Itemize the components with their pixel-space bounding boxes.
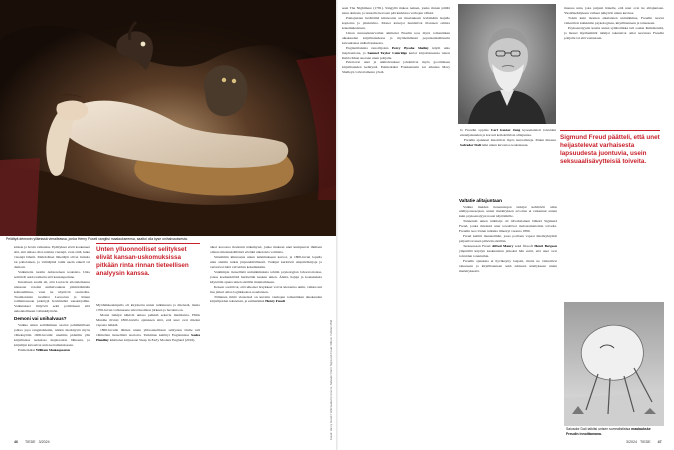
paragraph: Pelottavat unet ja unihalvaukset johdattivat myös goottilaisen kirjallisuuden kehitystä. Esimerkiksi Frankenstein sai alkunsa Mary Shelleyn valvottamasta yöstä. <box>342 60 450 75</box>
paragraph <box>210 295 322 305</box>
paragraph <box>460 138 556 148</box>
right-column-2-bottom <box>459 196 557 436</box>
pull-quote-right: Sigmund Freud päätteli, että unet heijastelevat varhaisesta lapsuudesta juontuvia, usein seksuaalisävytteisiä toiveita. <box>560 134 660 165</box>
person-name: Alfred Maury <box>491 244 514 249</box>
magazine-name: TIEDE <box>640 440 651 444</box>
right-column-1 <box>342 6 450 436</box>
paragraph: Myöhäiskeskiajalla oli kirjoitettu unien tulkinnasta ja mielestä, mutta 1700-luvun valistusaate siirsi huomion järkeen ja havaintoon. <box>96 303 200 312</box>
paragraph-text: Jo Freudin oppilas <box>460 128 489 132</box>
left-folio <box>14 440 50 444</box>
paragraph-text: Tällainen ilmiö viesteissä on kuvattu vanhojen romantiikan aikakauden kirjailijoiden teksteissä, ja esimerkiksi <box>210 294 322 304</box>
pull-quote-rule <box>96 243 200 244</box>
left-column-2-wrap <box>96 243 202 443</box>
dali-painting <box>564 302 664 426</box>
freud-portrait <box>458 4 556 124</box>
person-name: Salvador Dalí <box>460 142 481 147</box>
paragraph-text: 1860-luvulla lähtien unien yliluonnollisten selitysten tilalle tuli vähitellen tieteellisiä teorioita. Tutkimus kehittyi Englannissa <box>96 327 200 337</box>
paragraph-text: Teoksessaan Freud <box>463 244 491 249</box>
person-name: Carl Gustav Jung <box>490 128 521 132</box>
paragraph: Vanhimpia tieteellisiä unitutkimuksia tehtiin psykologian laboratorioissa, joissa koehenkilöitä herätettiin kesken unien. Ääniä, hajuja ja kosketuksia käytettiin apuna unien sisällön muuttamiseen. <box>210 269 322 284</box>
paragraph: Monet tutkijat näkivät unissa pelkkiä sekavia mielikuvia. Hilda Munthe tiivisti 1860-luvulla ajatuksen siitä, että unet ovat mielen vapaata leikkiä. <box>96 312 200 327</box>
pull-quote-left: Unten ylluonnolliset selitykset elivät kansan-uskomuksissa pitkään rinta rinnan tieteellisen analyysin kanssa. <box>96 246 189 277</box>
page-number: 46 <box>14 440 18 444</box>
dali-caption <box>566 427 664 436</box>
paragraph: Vaikutteita tuotiin Aristoteleen teoksista. Unia selittivät sekä raamattu että kansanperinne. <box>14 269 90 279</box>
paragraph: muassa unia, joka paljasti hänelle, että unet ovat tie alitajuntaan. Yksilökehityksen vaiheet näkyivät unien kuvissa. <box>564 6 664 15</box>
dali-caption-emphasis: maalaukske Freudin innoittamana. <box>566 427 651 436</box>
person-name: Sasha Handley <box>96 332 200 342</box>
paragraph-text: Freudin ajatukset innoittivat myös surrealisteja. Muun muassa <box>464 137 556 142</box>
section-heading-demoni: Demoni vai unihalvaus? <box>14 316 67 322</box>
paragraph <box>459 244 557 259</box>
right-column-3b <box>460 128 556 194</box>
person-name: Samuel Taylor Coleridge <box>367 50 407 55</box>
paragraph-text: kertoi kirjoittaneensa runon Kubla Khan suoraan unen pohjalta. <box>342 50 450 60</box>
painting-caption-text: Pelättyä demonin ylläesssä vieraileassa, jonka Henry Fuseli vangitsi maalaukseensa, saattoi olla kyse unihalvauksesta. <box>6 237 188 241</box>
paragraph-text: kyseenalaisti toiveiden ensisijaisuuden ja korosti kollektiivista alitajuntaa. <box>460 128 556 137</box>
paragraph-text: Esimerkiksi <box>18 347 35 352</box>
paragraph: Innoitteen suomi eli, että Lucrecia silottelemansa unissaan voisinä unihalvauksia ymmärtämään kohtaamiinsa, vaan ne näyttivät saarnoilta. Tuomioistuin tuomitsi Lucrecian ja hänen toiminnassaan pidettyjä hovimiehiä sanakirjoihin. Vaikutukset liittyivät sekä poliittiseen että uskonnolliseen vallankäyttöön. <box>14 279 90 314</box>
paragraph-text: tutki unien kuvastoa teoksissaan. <box>481 142 529 147</box>
section-heading-valtatie: Valtatie alitajuntaan <box>459 198 502 203</box>
paragraph-text: ympärillä käydyn keskustelun jatkoksi hän esitti, että unet ovat toiveiden toteutumia. <box>459 249 557 259</box>
paragraph: Tunnetuin unien tulkitsija oli itävaltalainen lääkäri Sigmund Freud, jonka mielestä unet toteuttivat tiedostamattomia toiveita. Freudin teos Unien tulkinta ilmestyi vuonna 1899. <box>459 219 557 234</box>
right-folio <box>626 440 662 444</box>
paragraph <box>460 128 556 138</box>
paragraph: Unten runsaudenarvailun ammensi Fuselin teos myös romantiikan aikakauden kirjallisuudessa ja myöhemmissä populaarikulttuurin kuvauksissa unihalvauksesta. <box>342 30 450 45</box>
fuseli-nightmare-painting <box>0 0 336 236</box>
paragraph: Sittemmin kiinnostus unien tutkimukseen kasvoi, ja 1800-luvun lopulla unia alettiin tutkia järjestelmällisesti. Tutkijat keräsivät unipäiväkirjoja ja vertasivat niitä valvetilan kokemuksiin. <box>210 254 322 269</box>
paragraph: Vaikka muiden tieteenalojen tutkijat kehittivät omia unihypoteesejaan, unien merkityksen arvoitus ei ratkennut ennen kuin psykoanalyysi nousi näyttämölle. <box>459 204 557 219</box>
paragraph-text: sekä filosofi <box>514 244 533 249</box>
paragraph: Toisin kuin monien aikalaisten unitutkimus, Freudin teoriat vaikuttivat kaikkialle psykologiaan, kirjallisuuteen ja taiteeseen. <box>564 15 664 25</box>
person-name: William Shakespearen <box>35 347 70 352</box>
pull-quote-rule <box>560 130 660 131</box>
paragraph-text: Englantilaisista runoilijoista <box>346 45 389 50</box>
page-number: 47 <box>657 440 662 444</box>
paragraph <box>14 348 90 353</box>
issue-number: 3/2024 <box>38 440 50 444</box>
left-column-2 <box>96 303 200 441</box>
paragraph: Freud kehitti menetelmän, jossa potilaan vapaat mielleyhtymät paljastivat unen piilevän sisällön. <box>459 234 557 244</box>
paragraph: Freudin ajatuksia ei hyväksytty laajasti, mutta ne vaikuttivat taiteeseen ja kirjallisuuteen sekä arkiseen käsitykseen unien merkityksestä. <box>459 258 557 273</box>
person-name: Henry Fuseli <box>265 299 285 304</box>
paragraph-text: käsittelee kirjassaan Sleep in Early Modern England (2016). <box>109 337 196 342</box>
right-pull-quote-wrap <box>560 130 662 210</box>
paragraph: kirkon ja hovin vaikuissa. Epäilykset eivät koskeneet sitä, että unissa olisi salaisia viestejä, vaan siitä, kuka viestejä lähetti. Mahdolliset lähettäjät olivat Jumala tai paholainen, ja välittäjänä toimi usein enkeli tai demoni. <box>14 245 90 269</box>
left-column-1 <box>14 245 90 445</box>
painting-caption <box>6 237 326 242</box>
magazine-name: TIEDE <box>25 440 36 444</box>
person-name: Henri Bergson <box>534 244 557 249</box>
dali-caption-text: Salvador Dalí talkitsi unisen surrealististsa <box>566 427 631 431</box>
paragraph: Kokeet osoittivat, että ulkoiset ärsykkeet voivat kietoutua uniin, vaikka uni itse jatkui omaa logiikkaansa noudattaen. <box>210 284 322 294</box>
paragraph-text: käytti unia inspiraationa, ja <box>342 45 450 55</box>
right-column-3 <box>564 6 664 126</box>
paragraph: alkoi korostaa modernit näkemyset, jonka mukaan unet kumpuavat ihmisen omista mielensisällöistä eivätkä ulkoisista voimista. <box>210 245 322 254</box>
issue-number: 3/2024 <box>626 440 637 444</box>
left-column-3 <box>210 245 322 445</box>
paragraph: Psykoanalyysin kautta unien symboliikka tuli osaksi ihmistieteitä, ja monet myöhemmät tutkijat rakensivat omat teoriansa Freudin pohjalle tai sitä vastustaen. <box>564 25 664 40</box>
right-page <box>338 0 674 450</box>
paragraph: seen The Nightmare (1781). Sängyllä makaa nainen, jonka rinnan päällä istuu demoni, ja taustalla hevosen pää kurkistaa verhojen välistä. <box>342 6 450 15</box>
paragraph: Painajaisten herättämä kiinnostus sai maalauksen leviämään laajalle kopioina ja pilakuvina. Monet katsojat tunnistivat tilanteen omista kokemuksistaan. <box>342 15 450 30</box>
paragraph <box>96 328 200 343</box>
paragraph <box>342 46 450 61</box>
photo-credit: Kuvat: Henry Fuseli / Wikimedia Commons; Salvador Dalí / Sigmund Freud / Album / Ullstein Bild <box>329 320 333 440</box>
person-name: Percy Bysshe Shelley <box>391 45 429 50</box>
left-page <box>0 0 336 450</box>
paragraph: Vaikka unien selittäminen saattoi pahimmillaan johtaa jopa rangaistuksiin, niiden merkitystä myös väheksyttiin 1600-luvulla: unelmia pidettiin yhä kirjallisissa teoksissa inspiraation lähteenä, ja kirjailijat kuvasivat unia kertomuksissaan. <box>14 322 90 347</box>
